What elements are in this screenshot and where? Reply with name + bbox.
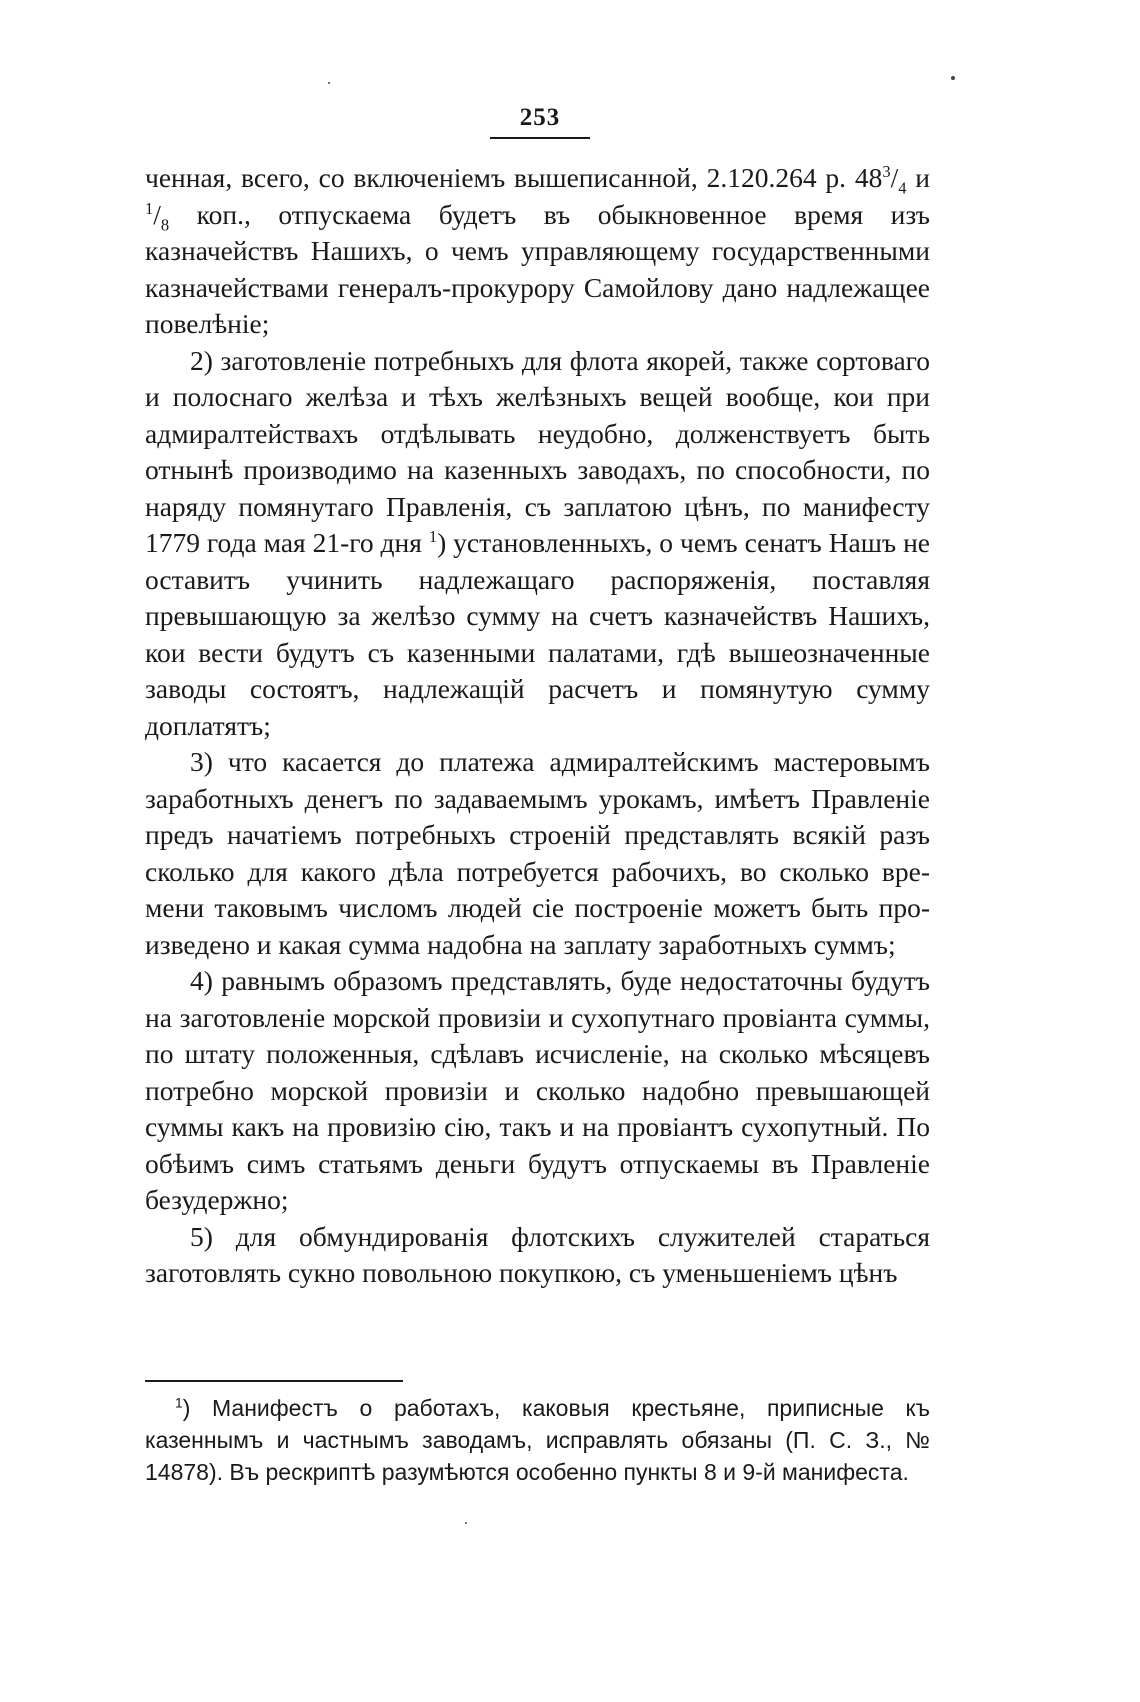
scan-speck — [328, 82, 330, 84]
subscript: 4 — [898, 178, 907, 198]
text-segment: ченная, всего, со включеніемъ вышеписанной, 2.120.264 р. 48 — [145, 162, 883, 193]
header-rule — [490, 137, 590, 139]
text-segment: 3) что касается до платежа адмиралтейскимъ мастеровымъ заработныхъ денегъ по задаваемымъ урокамъ, имѣетъ Правленіе предъ начатіемъ потребныхъ строеній представлять всякій разъ сколько для какого дѣла потребуется рабочихъ, во сколько времени таковымъ числомъ людей сіе построеніе можетъ быть произведено и какая сумма надобна на заплату заработныхъ суммъ; — [145, 746, 930, 960]
text-segment: / — [890, 162, 899, 193]
footnote-1 — [145, 1392, 930, 1488]
scan-speck — [465, 1522, 467, 1524]
paragraph-2 — [145, 343, 930, 745]
paragraph-4 — [145, 963, 930, 1219]
paragraph-5 — [145, 1219, 930, 1292]
text-segment: коп., отпускаема будетъ въ обыкновенное время изъ казначействъ Нашихъ, о чемъ управляющему государственными казначействами генералъ-прокурору Самойлову дано надлежащее повелѣніе; — [145, 198, 930, 339]
superscript: 3 — [882, 161, 891, 181]
page-number: 253 — [519, 104, 561, 131]
text-segment: ) Манифестъ о работахъ, каковыя крестьяне, приписные къ казеннымъ и частнымъ заводамъ, исправлять обязаны (П. С. З., № 14878). Въ рескриптѣ разумѣются особенно пункты 8 и 9-й манифеста. — [145, 1395, 930, 1485]
text-segment: / — [153, 198, 161, 230]
body-text — [145, 160, 930, 1292]
superscript: 1 — [145, 198, 154, 218]
paragraph-3 — [145, 744, 930, 963]
superscript: 1 — [175, 1395, 183, 1411]
text-segment: 2) заготовленіе потребныхъ для флота якорей, также сортоваго и полоснаго желѣза и тѣхъ желѣзныхъ вещей вообще, кои при адмиралтействахъ отдѣлывать неудобно, долженствуетъ быть отнынѣ производимо на казенныхъ заводахъ, по способности, по наряду помянутаго Правленія, съ заплатою цѣнъ, по манифесту 1779 года мая 21-го дня — [145, 344, 930, 558]
text-segment: 5) для обмундированія флотскихъ служителей стараться заготовлять сукно повольною покупкою, съ уменьшеніемъ цѣнъ — [145, 1220, 930, 1288]
footnote-rule — [145, 1380, 403, 1382]
scan-speck — [951, 76, 955, 80]
text-segment: ) установленныхъ, о чемъ сенатъ Нашъ не оставитъ учинить надлежащаго распоряженія, поставляя превышающую за желѣзо сумму на счетъ казначействъ Нашихъ, кои вести будутъ съ казенными палатами, гдѣ вышеозначенные заводы состоятъ, надлежащій расчетъ и помянутую сумму доплатятъ; — [145, 527, 930, 741]
text-segment: и — [906, 162, 930, 193]
superscript: 1 — [428, 526, 438, 546]
subscript: 8 — [160, 215, 170, 234]
paragraph-1 — [145, 160, 930, 343]
footnotes — [145, 1392, 930, 1488]
text-segment: 4) равнымъ образомъ представлять, буде недостаточны будутъ на заготовленіе морской провизіи и сухопутнаго провіанта суммы, по штату положенныя, сдѣлавъ исчисленіе, на сколько мѣсяцевъ потребно морской провизіи и сколько надобно превышающей суммы какъ на провизію сію, такъ и на провіантъ сухопутный. По обѣимъ симъ статьямъ деньги будутъ отпускаемы въ Правленіе безудержно; — [145, 965, 930, 1215]
